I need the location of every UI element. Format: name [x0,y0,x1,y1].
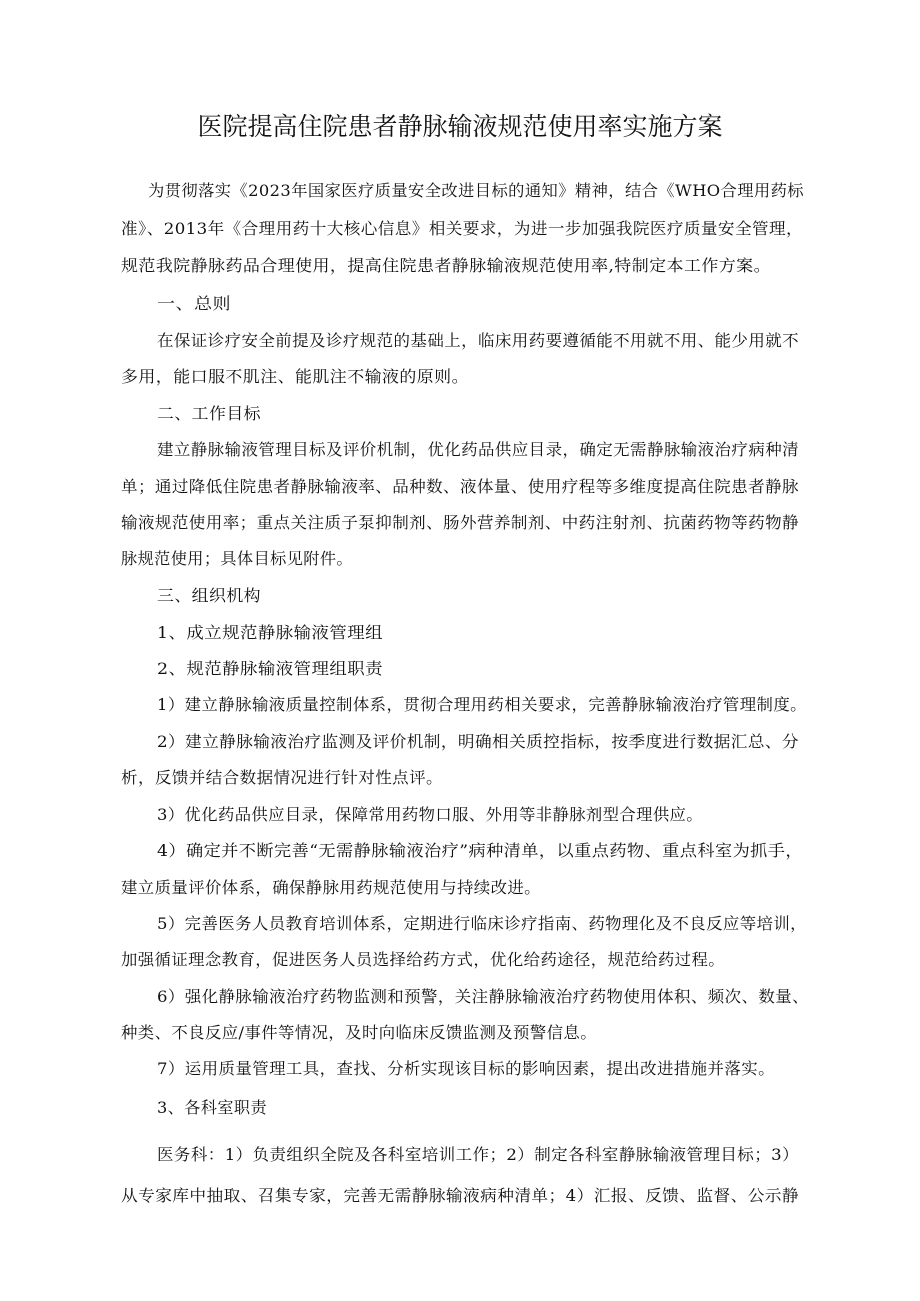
paragraph-line: 建立静脉输液管理目标及评价机制，优化药品供应目录，确定无需静脉输液治疗病种清 [157,440,799,459]
document-title: 医院提高住院患者静脉输液规范使用率实施方案 [197,112,723,141]
duty-line: 7）运用质量管理工具，查找、分析实现该目标的影响因素，提出改进措施并落实。 [157,1059,775,1078]
duty-line: 6）强化静脉输液治疗药物监测和预警，关注静脉输液治疗药物使用体积、频次、数量、 [157,987,809,1006]
section-heading-general: 一、总则 [157,294,231,313]
section-heading-goals: 二、工作目标 [157,404,261,423]
duty-line: 种类、不良反应/事件等情况，及时向临床反馈监测及预警信息。 [121,1023,597,1042]
section-heading-organization: 三、组织机构 [157,586,261,605]
duty-line: 3）优化药品供应目录，保障常用药物口服、外用等非静脉剂型合理供应。 [157,805,703,824]
paragraph-line: 在保证诊疗安全前提及诊疗规范的基础上，临床用药要遵循能不用就不用、能少用就不 [157,331,799,350]
duty-line: 5）完善医务人员教育培训体系，定期进行临床诊疗指南、药物理化及不良反应等培训， [157,914,807,933]
paragraph-line: 多用，能口服不肌注、能肌注不输液的原则。 [121,367,470,386]
intro-line: 规范我院静脉药品合理使用，提高住院患者静脉输液规范使用率,特制定本工作方案。 [121,256,771,275]
numbered-item: 3、各科室职责 [157,1098,267,1117]
numbered-item: 2、规范静脉输液管理组职责 [157,659,383,678]
duty-line: 1）建立静脉输液质量控制体系，贯彻合理用药相关要求，完善静脉输液治疗管理制度。 [157,695,807,714]
duty-line: 析，反馈并结合数据情况进行针对性点评。 [121,768,443,787]
paragraph-line: 输液规范使用率；重点关注质子泵抑制剂、肠外营养制剂、中药注射剂、抗菌药物等药物静 [121,513,799,532]
paragraph-line: 脉规范使用；具体目标见附件。 [121,549,353,568]
duty-line: 加强循证理念教育，促进医务人员选择给药方式，优化给药途径，规范给药过程。 [121,950,725,969]
duty-line: 2）建立静脉输液治疗监测及评价机制，明确相关质控指标，按季度进行数据汇总、分 [157,732,799,751]
dept-line: 从专家库中抽取、召集专家，完善无需静脉输液病种清单；4）汇报、反馈、监督、公示静 [121,1186,799,1205]
intro-line: 准》、2013年《合理用药十大核心信息》相关要求，为进一步加强我院医疗质量安全管理， [121,219,803,238]
duty-line: 4）确定并不断完善“无需静脉输液治疗”病种清单，以重点药物、重点科室为抓手， [157,841,803,860]
duty-line: 建立质量评价体系，确保静脉用药规范使用与持续改进。 [121,878,541,897]
dept-line: 医务科：1）负责组织全院及各科室培训工作；2）制定各科室静脉输液管理目标；3） [157,1145,799,1164]
paragraph-line: 单；通过降低住院患者静脉输液率、品种数、液体量、使用疗程等多维度提高住院患者静脉 [121,477,799,496]
numbered-item: 1、成立规范静脉输液管理组 [157,623,383,642]
intro-line: 为贯彻落实《2023年国家医疗质量安全改进目标的通知》精神，结合《WHO合理用药标 [148,181,804,200]
